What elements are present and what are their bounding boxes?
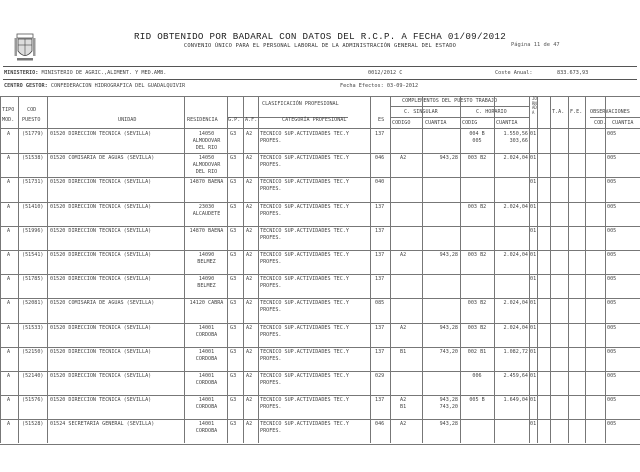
- col-gp: G.P.: [228, 117, 241, 123]
- row-categoria: TECNICO SUP.ACTIVIDADES TEC.Y: [260, 131, 349, 137]
- row-rule: [0, 177, 640, 178]
- col-ta: T.A.: [552, 109, 565, 115]
- row-horario-cuantia: 2.024,04: [503, 203, 528, 210]
- row-residencia-2: ALMODOVAR: [192, 162, 221, 169]
- row-es: 137: [375, 348, 385, 355]
- row-categoria: TECNICO SUP.ACTIVIDADES TEC.Y: [260, 203, 349, 210]
- row-categoria: TECNICO SUP.ACTIVIDADES TEC.Y: [260, 421, 349, 428]
- ministerio-value: MINISTERIO DE AGRIC.,ALIMENT. Y MED.AMB.: [41, 70, 167, 76]
- row-tipo: A: [7, 324, 11, 331]
- col-observaciones: OBSERVACIONES: [590, 109, 630, 115]
- row-tipo: A: [7, 203, 11, 210]
- row-cod-puesto: (51785): [22, 276, 44, 283]
- row-gp: G3: [230, 131, 237, 137]
- row-observaciones: 005: [607, 348, 617, 355]
- row-af: A2: [246, 300, 253, 307]
- col-obs-cuantia: CUANTIA: [612, 120, 634, 126]
- row-horario-cuantia: 2.459,64: [503, 373, 528, 379]
- column-rule: [550, 96, 551, 443]
- row-rule: [0, 250, 640, 251]
- row-singular-cuantia: 943,28: [439, 252, 458, 258]
- row-rule: [0, 395, 640, 396]
- row-observaciones: 005: [607, 324, 617, 331]
- row-jornada: 01: [530, 300, 537, 307]
- row-categoria: TECNICO SUP.ACTIVIDADES TEC.Y: [260, 348, 349, 355]
- report-title: RID OBTENIDO POR BADARAL CON DATOS DEL R.C.P. A FECHA 01/09/2012: [133, 31, 507, 42]
- column-rule: [184, 96, 185, 443]
- row-es: 137: [375, 324, 385, 331]
- row-singular-codigo: A2: [400, 324, 407, 331]
- col-residencia: RESIDENCIA: [187, 117, 218, 123]
- row-categoria: TECNICO SUP.ACTIVIDADES TEC.Y: [260, 252, 349, 258]
- row-es: 137: [375, 203, 385, 210]
- row-rule: [0, 274, 640, 275]
- row-tipo: A: [7, 227, 11, 234]
- fecha-label: Fecha Efectos:: [340, 83, 384, 89]
- column-rule: [529, 96, 530, 443]
- centro-row: [4, 83, 185, 89]
- row-categoria-2: PROFES.: [260, 162, 282, 169]
- row-gp: G3: [230, 348, 237, 355]
- row-cod-puesto: (52150): [22, 348, 44, 355]
- row-tipo: A: [7, 300, 11, 307]
- row-residencia: 14001: [198, 397, 215, 404]
- row-residencia: 23030: [198, 203, 215, 210]
- row-af: A2: [246, 276, 253, 283]
- column-rule: [460, 96, 461, 443]
- row-horario-cuantia: 2.024,04: [503, 252, 528, 258]
- row-residencia-2: BELMEZ: [197, 259, 216, 265]
- row-gp: G3: [230, 179, 237, 186]
- fecha-row: [340, 83, 418, 89]
- row-jornada: 01: [530, 227, 537, 234]
- row-gp: G3: [230, 421, 237, 428]
- rule: [0, 96, 640, 97]
- row-gp: G3: [230, 373, 237, 379]
- row-horario-codigo: 003 B2: [467, 203, 487, 210]
- column-rule: [47, 96, 48, 443]
- row-singular-cuantia: 943,28: [439, 397, 458, 404]
- row-tipo: A: [7, 131, 11, 137]
- row-jornada: 01: [530, 155, 537, 162]
- row-observaciones: 005: [607, 227, 617, 234]
- col-clasificacion: CLASIFICACIÓN PROFESIONAL: [262, 101, 339, 107]
- row-categoria: TECNICO SUP.ACTIVIDADES TEC.Y: [260, 155, 349, 162]
- column-rule: [605, 96, 606, 443]
- column-rule: [422, 96, 423, 443]
- col-es: ES: [378, 117, 385, 123]
- row-categoria: TECNICO SUP.ACTIVIDADES TEC.Y: [260, 373, 349, 379]
- rule: [590, 117, 640, 118]
- row-tipo: A: [7, 421, 11, 428]
- row-cod-puesto: (51541): [22, 252, 44, 258]
- row-gp: G3: [230, 276, 237, 283]
- row-af: A2: [246, 227, 253, 234]
- row-residencia-2: CORDOBA: [195, 404, 218, 411]
- row-observaciones: 005: [607, 252, 617, 258]
- col-fe: F.E.: [570, 109, 583, 115]
- row-observaciones: 005: [607, 155, 617, 162]
- row-categoria-2: PROFES.: [260, 307, 282, 314]
- row-tipo: A: [7, 397, 11, 404]
- row-rule: [0, 153, 640, 154]
- ministerio-row: [4, 70, 166, 76]
- row-gp: G3: [230, 252, 237, 258]
- row-residencia-2: ALMODOVAR: [192, 138, 221, 144]
- row-horario-cuantia: 2.024,04: [503, 155, 528, 162]
- col-tipo: TIPO: [2, 107, 15, 113]
- coste-label: Coste Anual:: [495, 70, 533, 76]
- report-subtitle: CONVENIO ÚNICO PARA EL PERSONAL LABORAL DE LA ADMINISTRACIÓN GENERAL DEL ESTADO: [183, 43, 457, 49]
- row-residencia: 14870 BAENA: [189, 227, 224, 234]
- col-cuantia: CUANTIA: [425, 120, 447, 126]
- column-rule: [0, 96, 1, 443]
- page-number: Página 11 de 47: [511, 42, 560, 48]
- row-observaciones: 005: [607, 179, 617, 186]
- row-horario-cuantia: 2.024,04: [503, 300, 528, 307]
- row-unidad: 01520 DIRECCION TECNICA (SEVILLA): [50, 203, 152, 210]
- row-af: A2: [246, 252, 253, 258]
- col-cuantia2: CUANTIA: [496, 120, 518, 126]
- column-rule: [227, 96, 228, 443]
- row-observaciones: 005: [607, 276, 617, 283]
- row-categoria: TECNICO SUP.ACTIVIDADES TEC.Y: [260, 179, 349, 186]
- row-residencia-2: CORDOBA: [195, 355, 218, 362]
- row-rule: [0, 226, 640, 227]
- row-tipo: A: [7, 276, 11, 283]
- column-rule: [18, 96, 19, 443]
- row-residencia: 14001: [198, 324, 215, 331]
- row-af: A2: [246, 324, 253, 331]
- row-af: A2: [246, 179, 253, 186]
- row-af: A2: [246, 421, 253, 428]
- row-categoria-2: PROFES.: [260, 404, 282, 411]
- col-obs-cod: COD.: [594, 120, 607, 126]
- row-observaciones: 005: [607, 373, 617, 379]
- row-af: A2: [246, 373, 253, 379]
- row-es: 137: [375, 397, 385, 404]
- row-tipo: A: [7, 155, 11, 162]
- row-residencia-2: CORDOBA: [195, 331, 218, 338]
- row-unidad: 01524 SECRETARIA GENERAL (SEVILLA): [50, 421, 155, 428]
- row-horario-codigo: 004 B: [469, 131, 485, 137]
- row-categoria-2: PROFES.: [260, 138, 282, 144]
- row-singular-codigo: A2: [400, 155, 407, 162]
- row-cod-puesto: (52081): [22, 300, 44, 307]
- col-unidad: UNIDAD: [118, 117, 137, 123]
- row-horario-codigo: 006: [472, 373, 482, 379]
- column-rule: [258, 96, 259, 443]
- col-jornada: JORNADA: [532, 96, 537, 115]
- row-horario-codigo-2: 005: [472, 138, 482, 144]
- row-categoria: TECNICO SUP.ACTIVIDADES TEC.Y: [260, 227, 349, 234]
- col-af: A.F.: [245, 117, 258, 123]
- row-residencia-3: DEL RIO: [195, 145, 218, 151]
- row-categoria: TECNICO SUP.ACTIVIDADES TEC.Y: [260, 300, 349, 307]
- col-codigo: CODIGO: [392, 120, 411, 126]
- row-categoria: TECNICO SUP.ACTIVIDADES TEC.Y: [260, 276, 349, 283]
- row-cod-puesto: (51410): [22, 203, 44, 210]
- row-horario-codigo: 003 B2: [467, 252, 487, 258]
- row-horario-codigo: 003 B2: [467, 300, 487, 307]
- row-es: 137: [375, 276, 385, 283]
- row-categoria: TECNICO SUP.ACTIVIDADES TEC.Y: [260, 397, 349, 404]
- row-unidad: 01520 DIRECCION TECNICA (SEVILLA): [50, 324, 152, 331]
- row-residencia: 14090: [198, 276, 215, 283]
- col-puesto: PUESTO: [22, 117, 41, 123]
- row-horario-cuantia: 1.649,04: [503, 397, 528, 404]
- row-categoria-2: PROFES.: [260, 428, 282, 435]
- row-residencia: 14050: [198, 155, 215, 162]
- row-unidad: 01520 DIRECCION TECNICA (SEVILLA): [50, 131, 152, 137]
- row-residencia: 14001: [198, 421, 215, 428]
- row-af: A2: [246, 348, 253, 355]
- row-af: A2: [246, 397, 253, 404]
- row-af: A2: [246, 131, 253, 137]
- row-horario-codigo: 003 B2: [467, 324, 487, 331]
- row-singular-codigo-2: B1: [400, 404, 407, 411]
- col-singular: C. SINGULAR: [404, 109, 438, 115]
- col-complementos: COMPLEMENTOS DEL PUESTO TRABAJO: [402, 98, 498, 104]
- divider: [3, 66, 637, 67]
- row-af: A2: [246, 155, 253, 162]
- row-jornada: 01: [530, 324, 537, 331]
- row-af: A2: [246, 203, 253, 210]
- row-unidad: 01520 DIRECCION TECNICA (SEVILLA): [50, 179, 152, 186]
- row-gp: G3: [230, 203, 237, 210]
- row-es: 040: [375, 179, 385, 186]
- coste-value: 833.673,93: [557, 70, 589, 76]
- row-cod-puesto: (51538): [22, 155, 44, 162]
- col-mod: MOD.: [2, 117, 15, 123]
- column-rule: [243, 96, 244, 443]
- row-unidad: 01520 DIRECCION TECNICA (SEVILLA): [50, 348, 152, 355]
- row-es: 085: [375, 300, 385, 307]
- row-jornada: 01: [530, 276, 537, 283]
- column-rule: [390, 96, 391, 443]
- row-categoria-2: PROFES.: [260, 331, 282, 338]
- row-residencia-2: BELMEZ: [197, 283, 216, 290]
- row-rule: [0, 347, 640, 348]
- row-residencia: 14001: [198, 373, 215, 379]
- row-residencia-2: ALCAUDETE: [192, 210, 221, 217]
- row-gp: G3: [230, 155, 237, 162]
- row-horario-cuantia-2: 303,66: [509, 138, 528, 144]
- col-codig: CODIG: [462, 120, 478, 126]
- divider: [3, 79, 637, 80]
- row-singular-codigo: A2: [400, 397, 407, 404]
- row-gp: G3: [230, 324, 237, 331]
- row-horario-codigo: 002 B1: [467, 348, 487, 355]
- row-es: 137: [375, 131, 385, 137]
- row-categoria-2: PROFES.: [260, 380, 282, 386]
- row-residencia: 14090: [198, 252, 215, 258]
- row-gp: G3: [230, 227, 237, 234]
- row-cod-puesto: (51731): [22, 179, 44, 186]
- row-singular-cuantia: 943,28: [439, 324, 458, 331]
- row-residencia: 14001: [198, 348, 215, 355]
- row-rule: [0, 298, 640, 299]
- ministerio-label: MINISTERIO:: [4, 70, 39, 76]
- row-jornada: 01: [530, 348, 537, 355]
- row-singular-codigo: A2: [400, 252, 407, 258]
- row-residencia: 14870 BAENA: [189, 179, 224, 186]
- fecha-value: 03-09-2012: [386, 83, 419, 89]
- row-unidad: 01520 COMISARIA DE AGUAS (SEVILLA): [50, 300, 155, 307]
- col-categoria: CATEGORÍA PROFESIONAL: [282, 117, 347, 123]
- row-observaciones: 005: [607, 203, 617, 210]
- row-cod-puesto: (51779): [22, 131, 44, 137]
- row-unidad: 01520 DIRECCION TECNICA (SEVILLA): [50, 252, 152, 258]
- row-es: 137: [375, 227, 385, 234]
- row-unidad: 01520 DIRECCION TECNICA (SEVILLA): [50, 276, 152, 283]
- row-tipo: A: [7, 252, 11, 258]
- row-rule: [0, 323, 640, 324]
- row-tipo: A: [7, 373, 11, 379]
- row-es: 046: [375, 421, 385, 428]
- row-residencia-2: CORDOBA: [195, 380, 218, 386]
- row-gp: G3: [230, 300, 237, 307]
- row-categoria-2: PROFES.: [260, 283, 282, 290]
- row-jornada: 01: [530, 252, 537, 258]
- column-rule: [370, 96, 371, 443]
- row-jornada: 01: [530, 421, 537, 428]
- row-residencia-2: CORDOBA: [195, 428, 218, 435]
- row-categoria-2: PROFES.: [260, 234, 282, 241]
- row-rule: [0, 419, 640, 420]
- column-rule: [494, 96, 495, 443]
- column-rule: [568, 96, 569, 443]
- row-jornada: 01: [530, 131, 537, 137]
- row-tipo: A: [7, 179, 11, 186]
- row-observaciones: 005: [607, 300, 617, 307]
- row-rule: [0, 202, 640, 203]
- row-categoria-2: PROFES.: [260, 259, 282, 265]
- row-jornada: 01: [530, 373, 537, 379]
- col-cod: COD: [27, 107, 37, 113]
- row-cod-puesto: (52140): [22, 373, 44, 379]
- row-horario-cuantia: 1.082,72: [503, 348, 528, 355]
- row-categoria-2: PROFES.: [260, 186, 282, 193]
- row-singular-cuantia: 943,28: [439, 421, 458, 428]
- row-observaciones: 005: [607, 397, 617, 404]
- rule: [0, 128, 640, 129]
- row-singular-cuantia: 943,28: [439, 155, 458, 162]
- row-categoria-2: PROFES.: [260, 210, 282, 217]
- row-observaciones: 005: [607, 131, 617, 137]
- column-rule: [537, 96, 538, 443]
- row-cod-puesto: (51533): [22, 324, 44, 331]
- row-unidad: 01520 DIRECCION TECNICA (SEVILLA): [50, 373, 152, 379]
- centro-label: CENTRO GESTOR:: [4, 83, 48, 89]
- row-residencia: 14120 CABRA: [189, 300, 224, 307]
- row-residencia: 14050: [198, 131, 215, 137]
- row-singular-cuantia-2: 743,20: [439, 404, 458, 411]
- row-unidad: 01520 DIRECCION TECNICA (SEVILLA): [50, 227, 152, 234]
- row-jornada: 01: [530, 397, 537, 404]
- report-code: 0012/2012 C: [368, 70, 403, 76]
- row-rule: [0, 371, 640, 372]
- row-horario-codigo: 005 B: [469, 397, 485, 404]
- row-categoria: TECNICO SUP.ACTIVIDADES TEC.Y: [260, 324, 349, 331]
- row-rule: [0, 444, 640, 445]
- row-horario-cuantia: 2.024,04: [503, 324, 528, 331]
- row-singular-codigo: B1: [400, 348, 407, 355]
- row-horario-cuantia: 1.550,56: [503, 131, 528, 137]
- row-cod-puesto: (51996): [22, 227, 44, 234]
- row-es: 046: [375, 155, 385, 162]
- row-horario-codigo: 003 B2: [467, 155, 487, 162]
- row-cod-puesto: (51528): [22, 421, 44, 428]
- centro-value: CONFEDERACION HIDROGRAFICA DEL GUADALQUIVIR: [50, 83, 186, 89]
- row-jornada: 01: [530, 179, 537, 186]
- row-categoria-2: PROFES.: [260, 355, 282, 362]
- row-jornada: 01: [530, 203, 537, 210]
- row-residencia-3: DEL RIO: [195, 169, 218, 176]
- column-rule: [585, 96, 586, 443]
- row-singular-cuantia: 743,20: [439, 348, 458, 355]
- row-tipo: A: [7, 348, 11, 355]
- row-es: 137: [375, 252, 385, 258]
- row-observaciones: 005: [607, 421, 617, 428]
- row-cod-puesto: (51576): [22, 397, 44, 404]
- row-gp: G3: [230, 397, 237, 404]
- row-unidad: 01520 COMISARIA DE AGUAS (SEVILLA): [50, 155, 155, 162]
- row-es: 029: [375, 373, 385, 379]
- row-unidad: 01520 DIRECCION TECNICA (SEVILLA): [50, 397, 152, 404]
- row-singular-codigo: A2: [400, 421, 407, 428]
- col-horario: C. HORARIO: [476, 109, 507, 115]
